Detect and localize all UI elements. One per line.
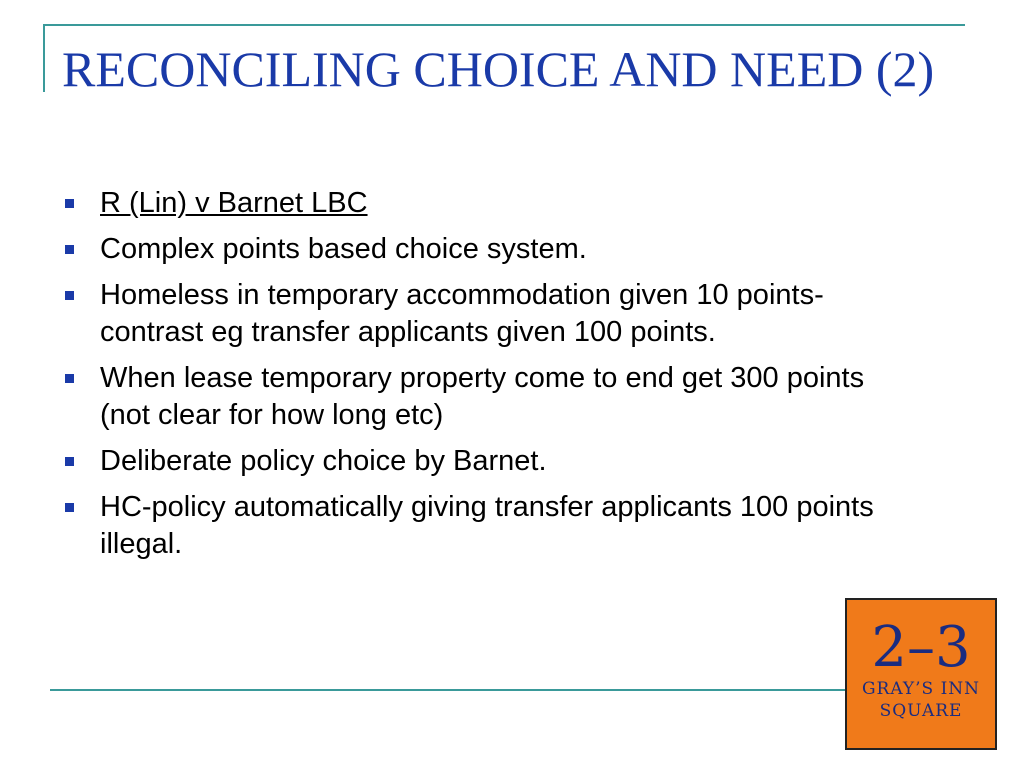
bullet-text: HC-policy automatically giving transfer applicants 100 points illegal.	[100, 491, 874, 560]
bullet-text: When lease temporary property come to end get 300 points (not clear for how long etc)	[100, 362, 865, 431]
footer-divider-line	[50, 689, 850, 691]
square-bullet-icon	[65, 457, 74, 466]
bullet-list	[62, 185, 912, 572]
bullet-item	[62, 443, 912, 480]
logo-numeral: 2–3	[871, 615, 971, 680]
bullet-text: Complex points based choice system.	[100, 233, 587, 265]
bullet-text: Homeless in temporary accommodation given 10 points-contrast eg transfer applicants given 100 points.	[100, 279, 824, 348]
square-bullet-icon	[65, 245, 74, 254]
square-bullet-icon	[65, 291, 74, 300]
bullet-item	[62, 277, 912, 351]
title-frame-top-line	[43, 24, 965, 26]
bullet-item	[62, 360, 912, 434]
bullet-text: Deliberate policy choice by Barnet.	[100, 445, 547, 477]
square-bullet-icon	[65, 374, 74, 383]
bullet-item	[62, 185, 912, 222]
bullet-item	[62, 231, 912, 268]
square-bullet-icon	[65, 199, 74, 208]
slide-title: RECONCILING CHOICE AND NEED (2)	[62, 41, 935, 97]
logo-line-2: SQUARE	[879, 701, 963, 721]
bullet-item	[62, 489, 912, 563]
grays-inn-square-logo	[845, 598, 997, 750]
title-frame-left-line	[43, 24, 45, 92]
square-bullet-icon	[65, 503, 74, 512]
logo-line-1: GRAY’S INN	[861, 679, 981, 699]
bullet-text: R (Lin) v Barnet LBC	[100, 187, 368, 219]
